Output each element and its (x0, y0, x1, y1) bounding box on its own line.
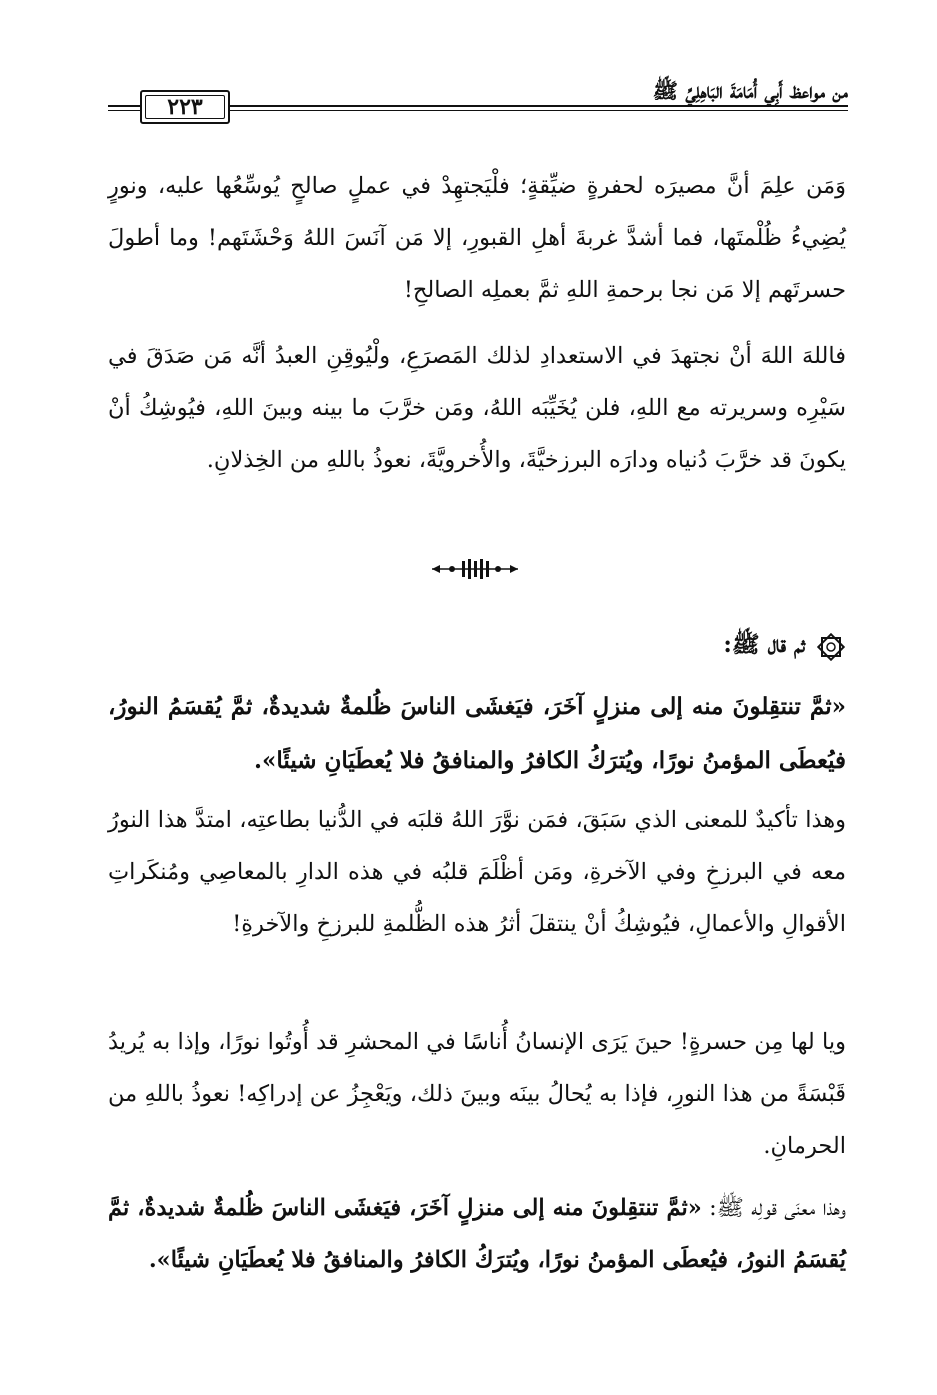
paragraph (108, 1182, 846, 1286)
ornamental-divider-icon (430, 558, 520, 580)
hadith-quote-inline: «ثمَّ تنتقِلونَ منه إلى منزلٍ آخَرَ، فيَغشَى الناسَ ظُلمةٌ شديدةٌ، ثمَّ يُقسَمُ النورُ، فيُعطَى المؤمنُ نورًا، ويُترَكُ الكافرُ والمنافقُ فلا يُعطَيَانِ شيئًا». (108, 1195, 846, 1273)
page-number-frame (140, 90, 230, 124)
paragraph: فاللهَ اللهَ أنْ نجتهدَ في الاستعدادِ لذلك المَصرَعِ، ولْيُوقِنِ العبدُ أنَّه مَن صَدَقَ في سَيْرِه وسريرته مع اللهِ، فلن يُخَيِّبَه اللهُ، ومَن خرَّبَ ما بينه وبينَ اللهِ، فيُوشِكُ أنْ يكونَ قد خرَّبَ دُنياه ودارَه البرزخيَّةَ، والأُخرويَّةَ، نعوذُ باللهِ من الخِذلانِ. (108, 343, 846, 473)
octagram-star-icon (817, 633, 845, 661)
section-heading (723, 630, 845, 664)
header-rule-thin (230, 110, 848, 111)
hadith-quote: «ثمَّ تنتقِلونَ منه إلى منزلٍ آخَرَ، فيَغشَى الناسَ ظُلمةٌ شديدةٌ، ثمَّ يُقسَمُ النورُ، فيُعطَى المؤمنُ نورًا، ويُترَكُ الكافرُ والمنافقُ فلا يُعطَيَانِ شيئًا». (108, 693, 846, 774)
running-head: من مواعظ أَبِي أُمَامَةَ البَاهِلِيِّ ﷺ (652, 78, 848, 103)
header-rule (108, 105, 140, 107)
paragraph: ويا لها مِن حسرةٍ! حينَ يَرَى الإنسانُ أُناسًا في المحشرِ قد أُوتُوا نورًا، وإذا به يُريدُ قَبْسَةً من هذا النورِ، فإذا به يُحالُ بينَه وبينَ ذلك، ويَعْجِزُ عن إدراكِه! نعوذُ باللهِ من الحرمانِ. (108, 1029, 846, 1159)
heading-text: ثم قال ﷺ: (723, 631, 805, 658)
page-header (100, 72, 848, 132)
paragraph: وَمَن علِمَ أنَّ مصيرَه لحفرةٍ ضيِّقةٍ؛ فلْيَجتهِدْ في عملٍ صالحٍ يُوسِّعُها عليه، ونورٍ يُضِيءُ ظُلْمتَها، فما أشدَّ غربةَ أهلِ القبورِ، إلا مَن آنَسَ اللهُ وَحْشَتَهم! وما أطولَ حسرتَهم إلا مَن نجا برحمةِ اللهِ ثمَّ بعملِه الصالحِ! (108, 173, 846, 303)
paragraph-lead: وهذا معنَى قولِه ﷺ: (701, 1195, 846, 1221)
paragraph: وهذا تأكيدٌ للمعنى الذي سَبَقَ، فمَن نوَّرَ اللهُ قلبَه في الدُّنيا بطاعتِه، امتدَّ هذا النورُ معه في البرزخِ وفي الآخرةِ، ومَن أظْلَمَ قلبُه في هذه الدارِ بالمعاصِي ومُنكَراتِ الأقوالِ والأعمالِ، فيُوشِكُ أنْ ينتقلَ أثرُ هذه الظُّلمةِ للبرزخِ والآخرةِ! (108, 807, 846, 937)
header-rule-thin (108, 110, 140, 111)
page-number: ٢٢٣ (167, 94, 203, 120)
